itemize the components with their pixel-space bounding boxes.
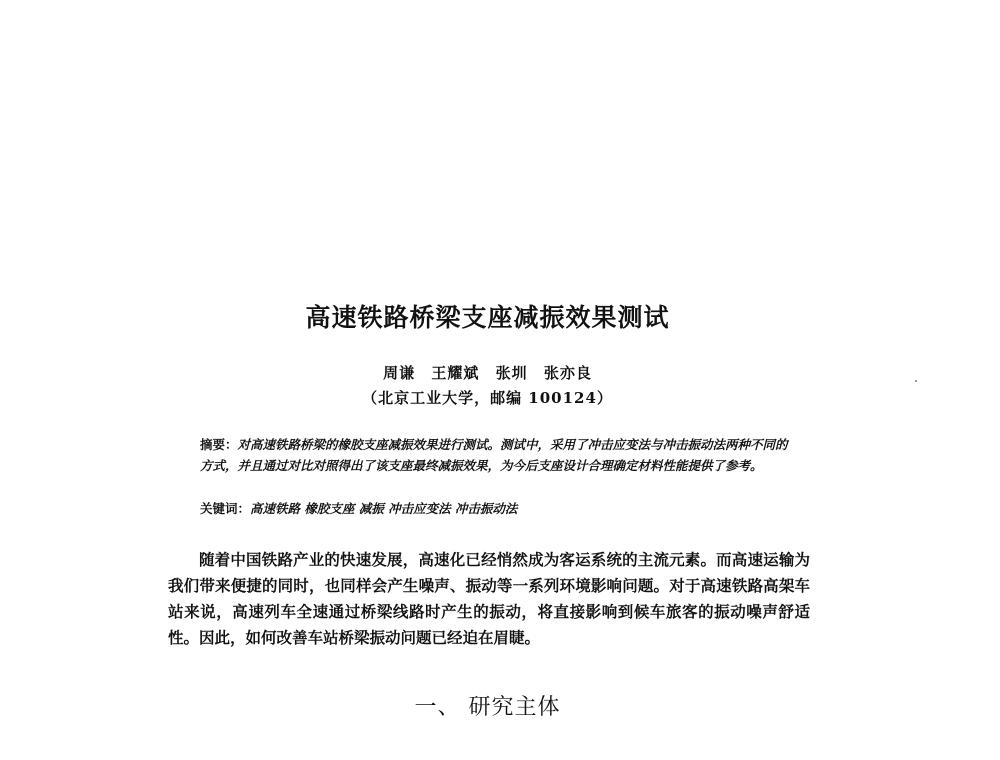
abstract-block	[200, 434, 800, 476]
paper-affiliation: （北京工业大学，邮编 100124）	[362, 389, 613, 407]
abstract-text: 对高速铁路桥梁的橡胶支座减振效果进行测试。测试中，采用了冲击应变法与冲击振动法两种不同的方式，并且通过对比对照得出了该支座最终减振效果，为今后支座设计合理确定材料性能提供了参考。	[200, 437, 788, 473]
intro-paragraph: 随着中国铁路产业的快速发展，高速化已经悄然成为客运系统的主流元素。而高速运输为我们带来便捷的同时，也同样会产生噪声、振动等一系列环境影响问题。对于高速铁路高架车站来说，高速列车全速通过桥梁线路时产生的振动，将直接影响到候车旅客的振动噪声舒适性。因此，如何改善车站桥梁振动问题已经迫在眉睫。	[168, 550, 810, 647]
keywords-block	[200, 498, 800, 519]
abstract-label: 摘要：	[200, 437, 238, 452]
keywords-label: 关键词：	[200, 501, 251, 516]
section-heading: 一、 研究主体	[414, 695, 561, 720]
paper-title: 高速铁路桥梁支座减振效果测试	[305, 303, 670, 332]
paper-authors: 周谦 王耀斌 张圳 张亦良	[383, 364, 592, 382]
keywords-text: 高速铁路 橡胶支座 减振 冲击应变法 冲击振动法	[250, 501, 518, 516]
scan-artifact-dot	[915, 380, 917, 382]
